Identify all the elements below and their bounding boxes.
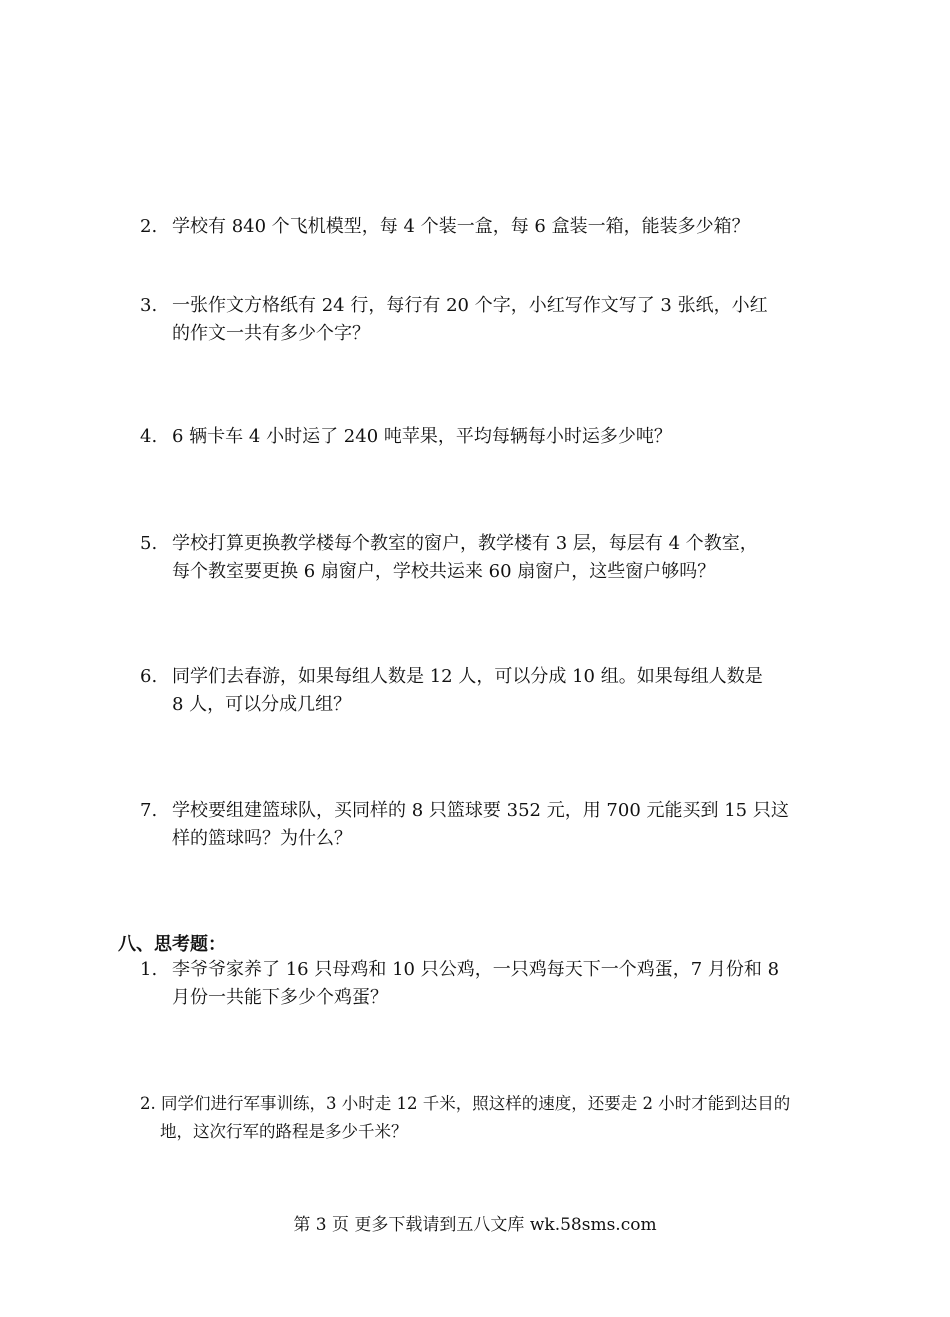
question-text-line-1: 同学们去春游，如果每组人数是 12 人，可以分成 10 组。如果每组人数是 [172, 666, 763, 687]
question-number: 4. [140, 426, 158, 447]
question-number: 5. [140, 533, 158, 554]
question-text-line-1: 一张作文方格纸有 24 行，每行有 20 个字，小红写作文写了 3 张纸，小红 [172, 295, 768, 316]
question-number: 3. [140, 295, 158, 316]
question-text-line-1: 学校要组建篮球队，买同样的 8 只篮球要 352 元，用 700 元能买到 15 只这 [172, 800, 789, 821]
question-text-line-2: 月份一共能下多少个鸡蛋？ [172, 987, 388, 1008]
question-number: 2. [140, 216, 158, 237]
page-footer: 第 3 页 更多下载请到五八文库 wk.58sms.com [293, 1215, 657, 1235]
question-text-line-2: 8 人，可以分成几组？ [172, 694, 352, 715]
section-title-thinking: 八、思考题： [118, 934, 226, 955]
question-text-line-2: 地，这次行军的路程是多少千米？ [160, 1122, 408, 1141]
question-number: 6. [140, 666, 158, 687]
question-text-line-1: 学校打算更换教学楼每个教室的窗户，教学楼有 3 层，每层有 4 个教室， [172, 533, 758, 554]
question-number: 7. [140, 800, 158, 821]
question-number: 1. [140, 959, 158, 980]
question-text-line-1: 6 辆卡车 4 小时运了 240 吨苹果，平均每辆每小时运多少吨？ [172, 426, 672, 447]
question-text-line-1: 学校有 840 个飞机模型，每 4 个装一盒，每 6 盒装一箱，能装多少箱？ [172, 216, 750, 237]
question-text-line-2: 样的篮球吗？为什么？ [172, 828, 352, 849]
question-text-line-1: 李爷爷家养了 16 只母鸡和 10 只公鸡，一只鸡每天下一个鸡蛋，7 月份和 8 [172, 959, 780, 980]
question-text-line-2: 每个教室要更换 6 扇窗户，学校共运来 60 扇窗户，这些窗户够吗？ [172, 561, 716, 582]
question-text-line-2: 的作文一共有多少个字？ [172, 323, 370, 344]
question-text-line-1: 2. 同学们进行军事训练，3 小时走 12 千米，照这样的速度，还要走 2 小时才能到达目的 [140, 1094, 791, 1113]
